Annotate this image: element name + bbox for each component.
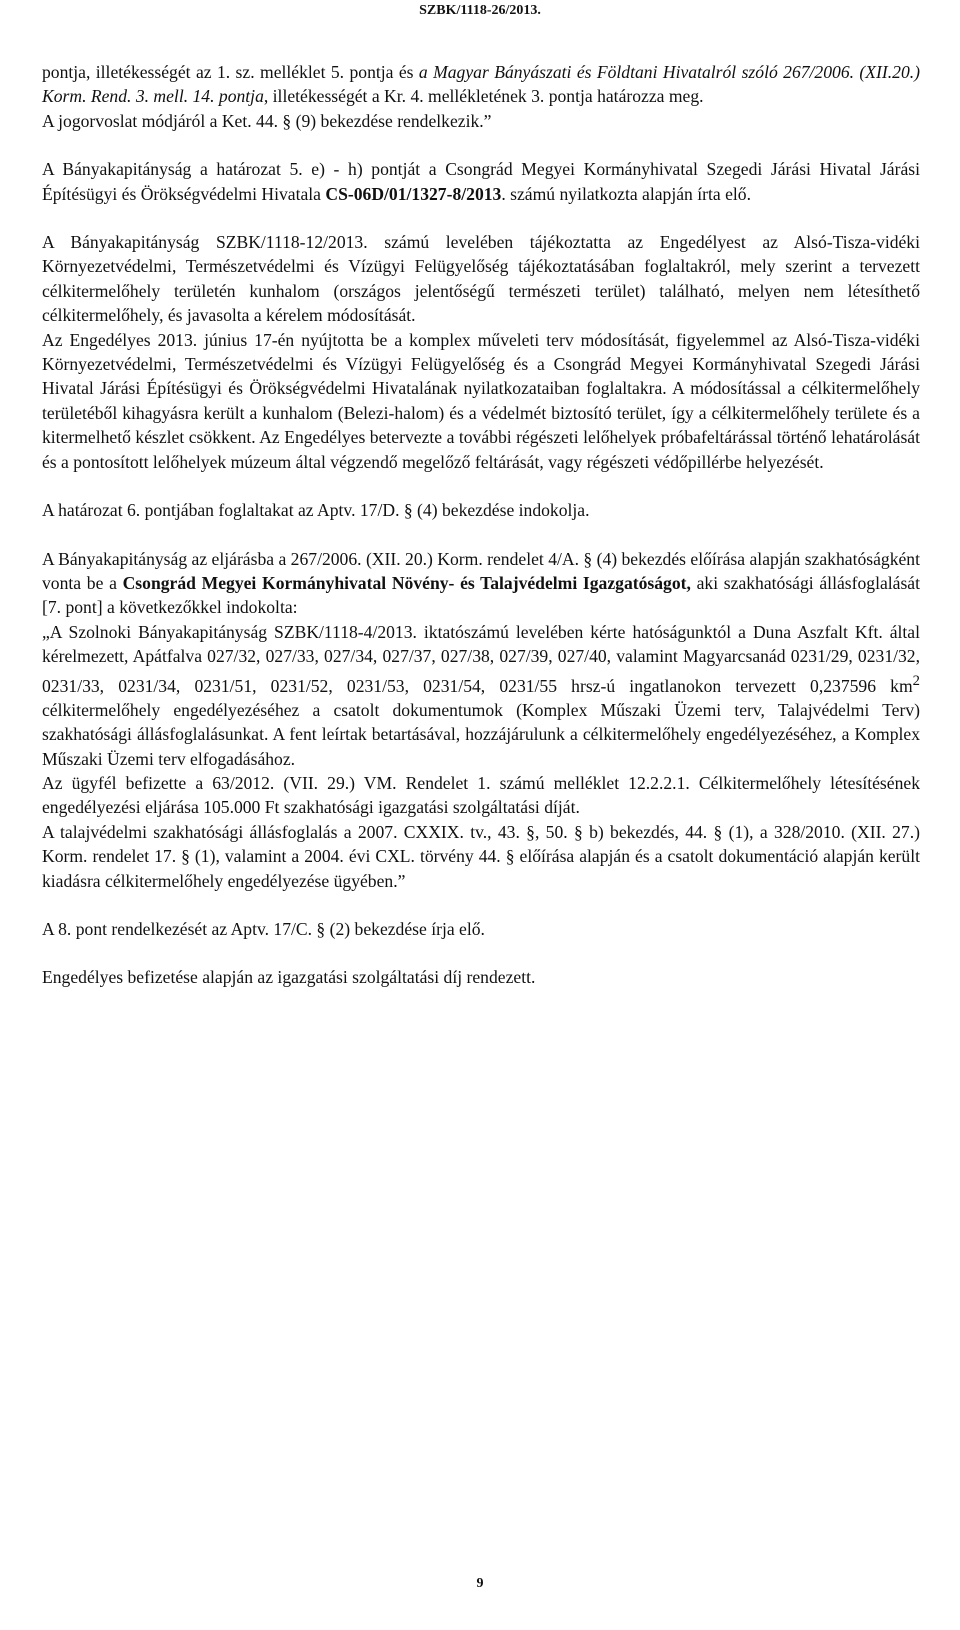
italic-text: a Magyar Bányászati és Földtani Hivatalról szóló 267/2006. (XII.20.) Korm. Rend. 3. mell. 14. pontja <box>42 62 920 107</box>
page-number: 9 <box>476 1576 484 1591</box>
paragraph-legal-basis: A talajvédelmi szakhatósági állásfoglalás a 2007. CXXIX. tv., 43. §, 50. § b) bekezdés, 44. § (1), a 328/2010. (XII. 27.) Korm. rendelet 17. § (1), valamint a 2004. évi CXL. törvény 44. § előírása alapján és a csatolt dokumentáció alapján került kiadásra célkitermelőhely engedélyezése ügyében.” <box>42 821 920 891</box>
paragraph-payment: Engedélyes befizetése alapján az igazgatási szolgáltatási díj rendezett. <box>42 967 536 988</box>
paragraph-point-6: A határozat 6. pontjában foglaltakat az Aptv. 17/D. § (4) bekezdése indokolja. <box>42 500 590 521</box>
paragraph-fee: Az ügyfél befizette a 63/2012. (VII. 29.) VM. Rendelet 1. számú melléklet 12.2.2.1. Célkitermelőhely létesítésének engedélyezési eljárása 105.000 Ft szakhatósági igazgatási szolgáltatási díját. <box>42 773 920 818</box>
paragraph-jurisdiction <box>42 60 920 109</box>
text: célkitermelőhely engedélyezéséhez a csatolt dokumentumok (Komplex Műszaki Üzemi terv, Talajvédelmi Terv) szakhatósági állásfoglalásunkat. A fent leírtak betartásával, hozzájárulunk a célkitermelőhely engedélyezéséhez, a Komplex Műszaki Üzemi terv elfogadásához. <box>42 699 920 769</box>
bold-text: Csongrád Megyei Kormányhivatal Növény- és Talajvédelmi Igazgatóságot, <box>122 572 691 593</box>
paragraph-notification: A Bányakapitányság SZBK/1118-12/2013. számú levelében tájékoztatta az Engedélyest az Alsó-Tisza-vidéki Környezetvédelmi, Természetvédelmi és Vízügyi Felügyelőség tájékoztatásában foglaltakról, mely szerint a tervezett célkitermelőhely területén kunhalom (országos jelentőségű természeti terület) található, melyen nem létesíthető célkitermelőhely, és javasolta a kérelem módosítását. <box>42 232 920 326</box>
text: „A Szolnoki Bányakapitányság SZBK/1118-4/2013. iktatószámú levelében kérte hatóságunktól a Duna Aszfalt Kft. által kérelmezett, Apátfalva 027/32, 027/33, 027/34, 027/37, 027/38, 027/39, 027/40, valamint Magyarcsanád 0231/29, 0231/32, 0231/33, 0231/34, 0231/51, 0231/52, 0231/53, 0231/54, 0231/55 hrsz-ú ingatlanokon tervezett 0,237596 km <box>42 621 920 696</box>
document-body <box>42 60 920 990</box>
paragraph-appeal: A jogorvoslat módjáról a Ket. 44. § (9) bekezdése rendelkezik.” <box>42 110 492 131</box>
text: A Bányakapitányság a határozat 5. e) - h) pontját a Csongrád Megyei Kormányhivatal Szegedi Járási Hivatal Járási Építésügyi és Örökségvédelmi Hivatala <box>42 159 920 204</box>
paragraph-statement <box>42 157 920 206</box>
superscript: 2 <box>912 672 920 689</box>
text: aki szakhatósági állásfoglalását [7. pont] a következőkkel indokolta: <box>42 572 921 618</box>
document-header: SZBK/1118-26/2013. <box>419 3 541 18</box>
text: pontja, illetékességét az 1. sz. melléklet 5. pontja és <box>42 62 419 82</box>
paragraph-point-8: A 8. pont rendelkezését az Aptv. 17/C. § (2) bekezdése írja elő. <box>42 919 485 940</box>
paragraph-authority <box>42 547 920 620</box>
bold-text: CS-06D/01/1327-8/2013 <box>325 183 502 204</box>
text: . számú nyilatkozta alapján írta elő. <box>501 183 751 204</box>
text: A Bányakapitányság az eljárásba a 267/2006. (XII. 20.) Korm. rendelet 4/A. § (4) bekezdés előírása alapján szakhatóságként vonta be a <box>42 548 920 593</box>
paragraph-quote <box>42 620 920 771</box>
paragraph-modification: Az Engedélyes 2013. június 17-én nyújtotta be a komplex műveleti terv módosítását, figyelemmel az Alsó-Tisza-vidéki Környezetvédelmi, Természetvédelmi és Vízügyi Felügyelőség és a Csongrád Megyei Kormányhivatal Szegedi Járási Hivatal Járási Építésügyi és Örökségvédelmi Hivatalának nyilatkozataiban foglaltakra. A módosítással a célkitermelőhely területéből kihagyásra került a kunhalom (Belezi-halom) és a védelmét biztosító terület, így a célkitermelőhely területe és a kitermelhető készlet csökkent. Az Engedélyes betervezte a további régészeti lelőhelyek próbafeltárással történő lehatárolását és a pontosított lelőhelyek múzeum által végzendő megelőző feltárását, vagy régészeti védőpillérbe helyezését. <box>42 329 920 472</box>
text: , illetékességét a Kr. 4. mellékletének 3. pontja határozza meg. <box>263 86 704 107</box>
